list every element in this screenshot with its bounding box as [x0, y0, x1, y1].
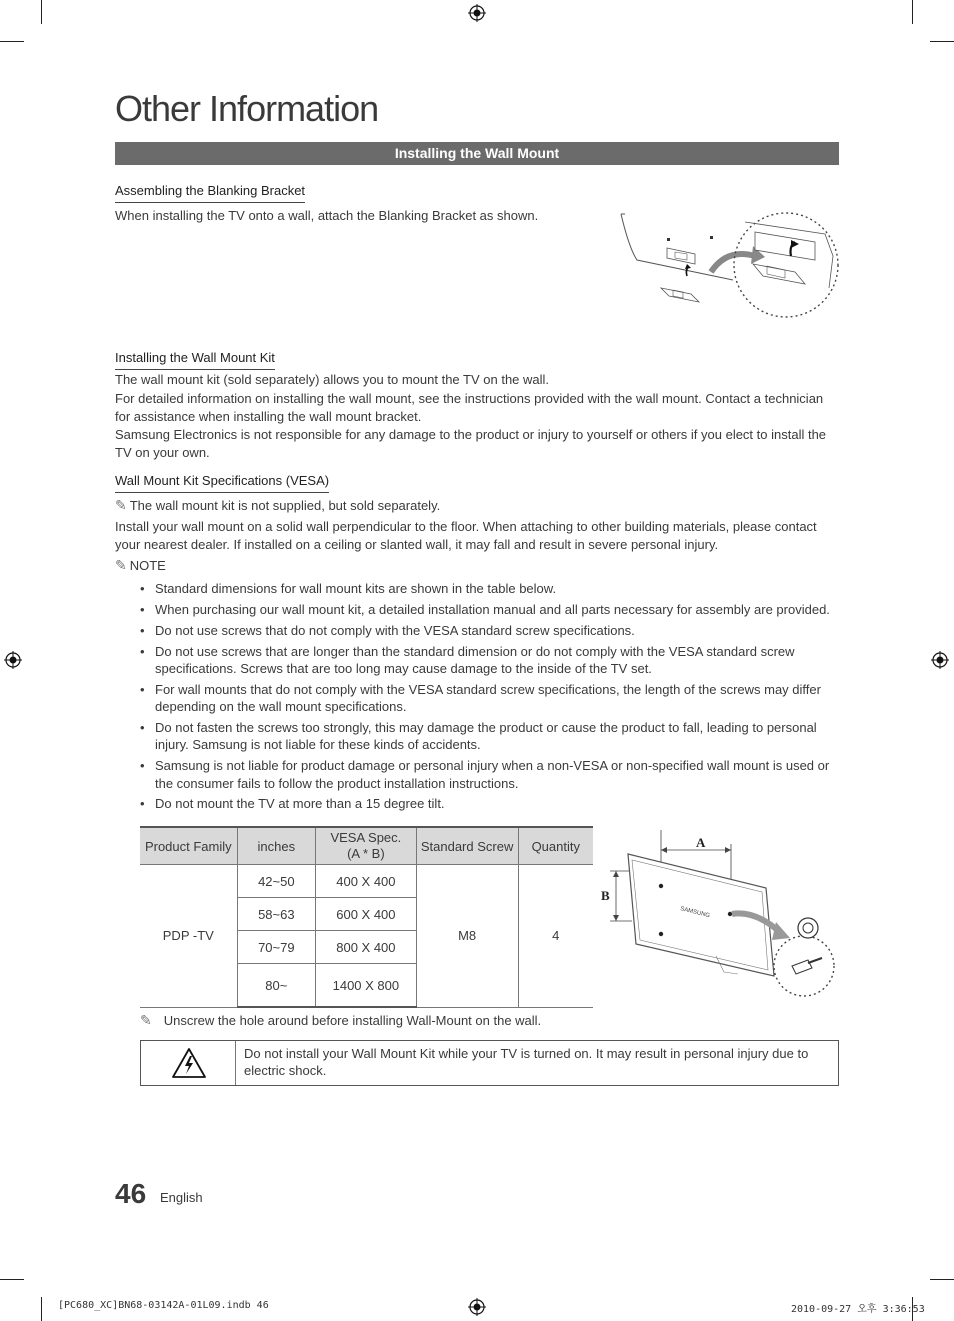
- page-language: English: [160, 1190, 203, 1205]
- vesa-note-1: [115, 497, 840, 515]
- list-item: • Samsung is not liable for product damage or personal injury when a non-VESA or non-specified wall mount is used or the consumer fails to follow the product installation instructions.: [140, 757, 840, 792]
- page-number: 46: [115, 1178, 147, 1209]
- note-label: NOTE: [129, 558, 166, 573]
- electric-shock-warning-icon: [171, 1047, 207, 1079]
- header-quantity: Quantity: [518, 827, 593, 865]
- header-standard-screw: Standard Screw: [416, 827, 518, 865]
- registration-mark-icon: [4, 651, 22, 669]
- header-vesa-spec-line1: VESA Spec.: [330, 830, 402, 845]
- cell-vesa-spec: 800 X 400: [316, 931, 417, 964]
- cell-vesa-spec: 400 X 400: [316, 865, 417, 898]
- cell-vesa-spec: 1400 X 800: [316, 964, 417, 1008]
- warning-icon-cell: [141, 1041, 236, 1085]
- crop-mark: [0, 41, 24, 42]
- vesa-spec-heading: Wall Mount Kit Specifications (VESA): [115, 473, 329, 493]
- crop-mark: [41, 1297, 42, 1321]
- pencil-note-icon: ✎: [115, 557, 127, 573]
- vesa-note-1-text: The wall mount kit is not supplied, but sold separately.: [129, 498, 441, 513]
- cell-inches: 80~: [237, 964, 315, 1008]
- cell-standard-screw: M8: [416, 865, 518, 1008]
- cell-quantity: 4: [518, 865, 593, 1008]
- warning-text: Do not install your Wall Mount Kit while your TV is turned on. It may result in personal injury due to electric shock.: [244, 1046, 809, 1078]
- vesa-note-label: [115, 557, 166, 575]
- registration-mark-icon: [931, 651, 949, 669]
- unscrew-note: [140, 1012, 840, 1030]
- cell-inches: 70~79: [237, 931, 315, 964]
- chapter-title: Other Information: [115, 88, 379, 129]
- blanking-bracket-heading: Assembling the Blanking Bracket: [115, 183, 305, 203]
- pencil-note-icon: ✎: [140, 1012, 152, 1028]
- list-item: • When purchasing our wall mount kit, a detailed installation manual and all parts necessary for assembly are provided.: [140, 601, 840, 618]
- header-vesa-spec: [316, 827, 417, 865]
- list-item: • Standard dimensions for wall mount kits are shown in the table below.: [140, 580, 840, 597]
- warning-box: [140, 1040, 839, 1086]
- wall-mount-kit-para-1: The wall mount kit (sold separately) allows you to mount the TV on the wall.: [115, 372, 550, 387]
- print-slug-file: [PC680_XC]BN68-03142A-01L09.indb 46: [58, 1300, 269, 1311]
- header-product-family: Product Family: [140, 827, 237, 865]
- note-bullet-list: [140, 580, 840, 816]
- vesa-para-1: Install your wall mount on a solid wall perpendicular to the floor. When attaching to other building materials, please contact your nearest dealer. If installed on a ceiling or slanted wall, it may fall and result in severe personal injury.: [115, 519, 817, 552]
- list-item: • For wall mounts that do not comply with the VESA standard screw specifications, the length of the screws may differ depending on the wall mount specifications.: [140, 681, 840, 716]
- table-row: [140, 865, 593, 898]
- section-title-bar: Installing the Wall Mount: [115, 142, 839, 165]
- cell-inches: 42~50: [237, 865, 315, 898]
- cell-inches: 58~63: [237, 898, 315, 931]
- tv-brand-label: SAMSUNG: [679, 906, 711, 920]
- crop-mark: [912, 0, 913, 24]
- cell-product-family: PDP -TV: [140, 865, 237, 1008]
- cell-vesa-spec: 600 X 400: [316, 898, 417, 931]
- list-item: • Do not use screws that do not comply with the VESA standard screw specifications.: [140, 622, 840, 639]
- unscrew-note-text: Unscrew the hole around before installing Wall-Mount on the wall.: [163, 1013, 542, 1028]
- list-item: • Do not fasten the screws too strongly, this may damage the product or cause the product to fall, leading to personal injury. Samsung is not liable for these kinds of accidents.: [140, 719, 840, 754]
- wall-mount-kit-heading: Installing the Wall Mount Kit: [115, 350, 275, 370]
- print-slug-date: 2010-09-27 오후 3:36:53: [791, 1304, 925, 1315]
- registration-mark-icon: [468, 4, 486, 22]
- crop-mark: [0, 1279, 24, 1280]
- wall-mount-kit-para-3: Samsung Electronics is not responsible for any damage to the product or injury to yourself or others if you elect to install the TV on your own.: [115, 427, 827, 460]
- tv-wall-mount-illustration: [596, 826, 841, 998]
- crop-mark: [930, 1279, 954, 1280]
- list-item: • Do not use screws that are longer than the standard dimension or do not comply with the VESA standard screw specifications. Screws that are too long may cause damage to the inside of the TV set.: [140, 643, 840, 678]
- crop-mark: [930, 41, 954, 42]
- dimension-a-label: A: [696, 835, 706, 850]
- blanking-bracket-text: When installing the TV onto a wall, attach the Blanking Bracket as shown.: [115, 208, 539, 223]
- table-header-row: [140, 827, 593, 865]
- dimension-b-label: B: [601, 888, 610, 903]
- header-vesa-spec-line2: (A * B): [347, 846, 385, 861]
- blanking-bracket-illustration: [615, 208, 843, 320]
- vesa-spec-table: [140, 826, 593, 1008]
- list-item: • Do not mount the TV at more than a 15 degree tilt.: [140, 795, 840, 812]
- registration-mark-icon: [468, 1298, 486, 1316]
- wall-mount-kit-para-2: For detailed information on installing the wall mount, see the instructions provided with the wall mount. Contact a technician for assistance when installing the wall mount bracket.: [115, 391, 824, 424]
- crop-mark: [41, 0, 42, 24]
- pencil-note-icon: ✎: [115, 497, 127, 513]
- header-inches: inches: [237, 827, 315, 865]
